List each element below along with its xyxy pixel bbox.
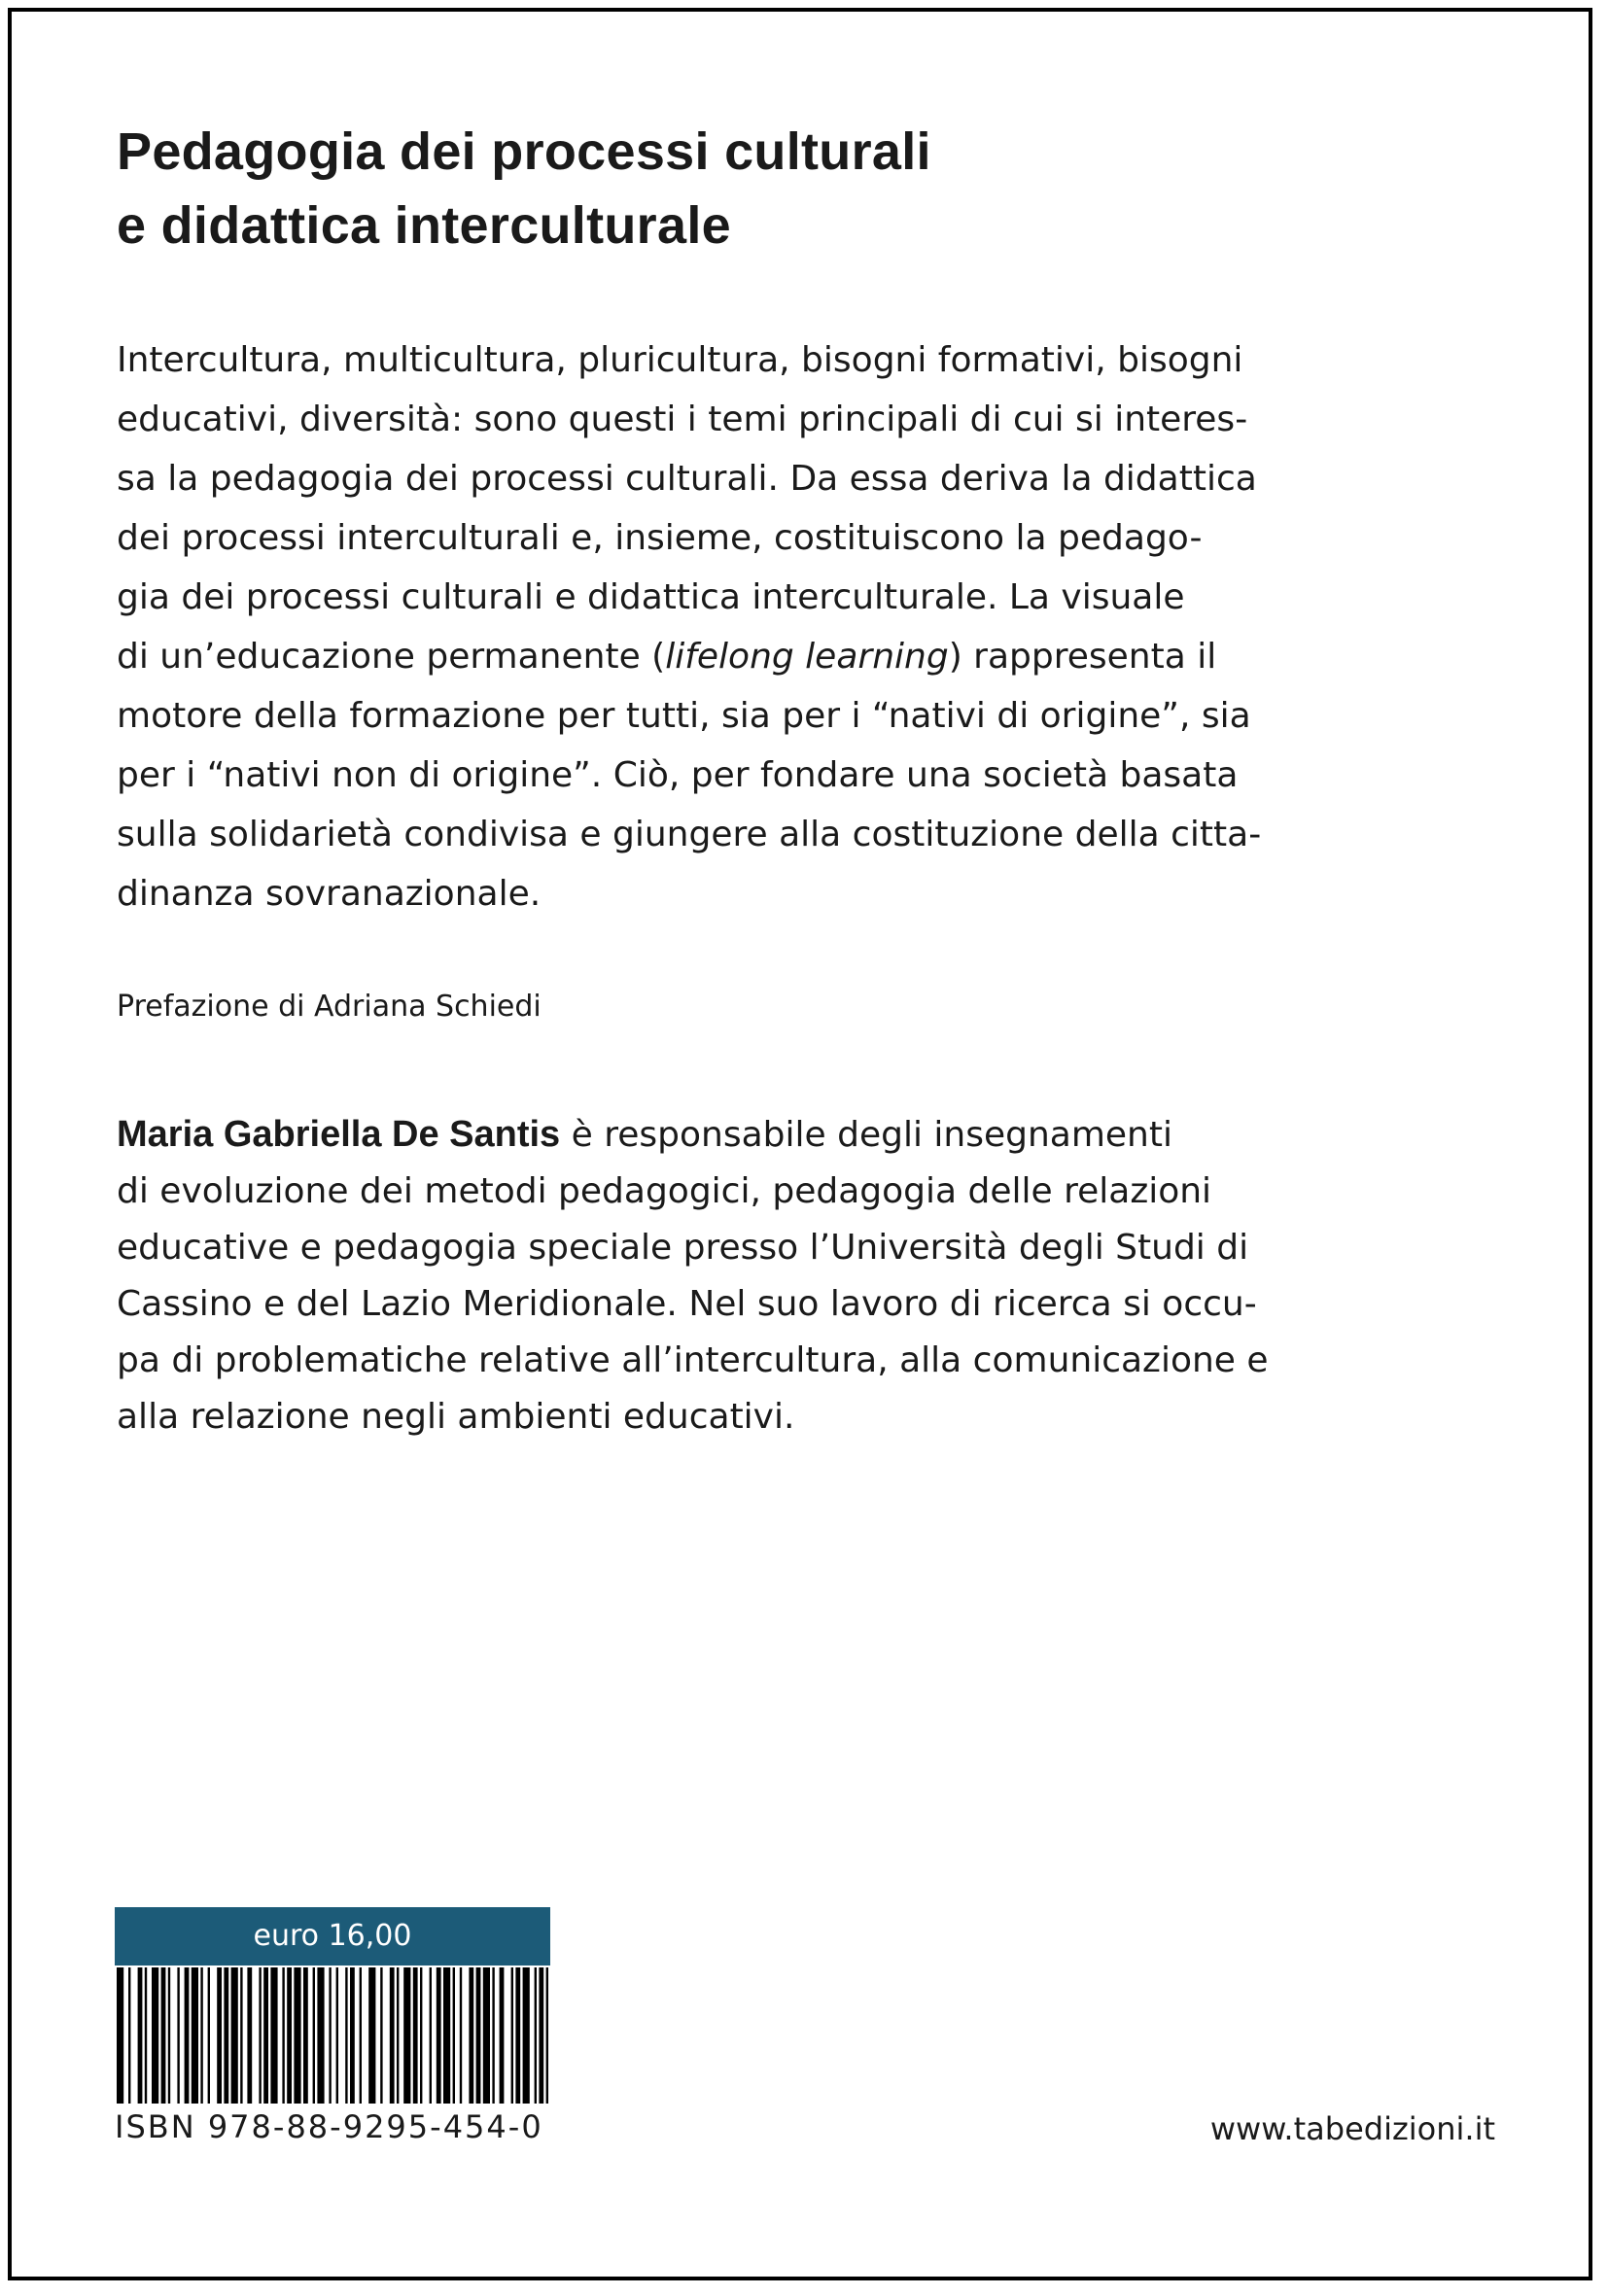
- barcode-bar: [500, 1967, 505, 2104]
- description-line: Intercultura, multicultura, pluricultura, bisogni formativi, bisogni: [117, 340, 1243, 380]
- barcode-bar: [345, 1967, 347, 2104]
- book-description: [117, 330, 1497, 923]
- barcode-bar: [313, 1967, 315, 2104]
- publisher-website: www.tabedizioni.it: [1209, 2110, 1495, 2147]
- book-title: [117, 115, 1478, 262]
- author-bio: [117, 1106, 1497, 1445]
- title-line-2: e didattica interculturale: [117, 196, 731, 255]
- preface-credit: Prefazione di Adriana Schiedi: [117, 990, 542, 1024]
- barcode-bar: [231, 1967, 238, 2104]
- barcode-bar: [403, 1967, 410, 2104]
- barcode-bar: [192, 1967, 198, 2104]
- description-text: di un’educazione permanente (: [117, 637, 666, 677]
- barcode-bar: [420, 1967, 422, 2104]
- barcode-bar: [453, 1967, 455, 2104]
- description-line: educativi, diversità: sono questi i temi principali di cui si interes-: [117, 400, 1248, 439]
- description-line: motore della formazione per tutti, sia per i “nativi di origine”, sia: [117, 696, 1251, 736]
- barcode-bar: [138, 1967, 143, 2104]
- barcode-bar: [350, 1967, 355, 2104]
- barcode-bar: [200, 1967, 202, 2104]
- description-line: dinanza sovranazionale.: [117, 874, 542, 914]
- barcode-bar: [128, 1967, 130, 2104]
- author-bio-line: alla relazione negli ambienti educativi.: [117, 1397, 795, 1437]
- description-line: sulla solidarietà condivisa e giungere alla costituzione della citta-: [117, 815, 1262, 854]
- barcode-bar: [523, 1967, 530, 2104]
- barcode-bar: [263, 1967, 268, 2104]
- barcode-bar: [535, 1967, 537, 2104]
- barcode-bar: [145, 1967, 147, 2104]
- barcode: [115, 1967, 550, 2104]
- description-text: ) rappresenta il: [948, 637, 1217, 677]
- author-bio-line: educative e pedagogia speciale presso l’Università degli Studi di: [117, 1228, 1249, 1268]
- description-line: gia dei processi culturali e didattica interculturale. La visuale: [117, 577, 1185, 617]
- barcode-bar: [259, 1967, 261, 2104]
- barcode-bar: [443, 1967, 450, 2104]
- author-bio-line: Cassino e del Lazio Meridionale. Nel suo lavoro di ricerca si occu-: [117, 1284, 1257, 1324]
- barcode-bar: [390, 1967, 395, 2104]
- barcode-bar: [247, 1967, 252, 2104]
- barcode-bar: [380, 1967, 382, 2104]
- barcode-bar: [117, 1967, 123, 2104]
- description-italic-term: lifelong learning: [665, 637, 949, 677]
- description-line: dei processi interculturali e, insieme, costituiscono la pedago-: [117, 518, 1203, 558]
- author-bio-line: di evoluzione dei metodi pedagogici, pedagogia delle relazioni: [117, 1171, 1212, 1211]
- barcode-bar: [303, 1967, 308, 2104]
- author-bio-line: pa di problematiche relative all’intercultura, alla comunicazione e: [117, 1340, 1269, 1380]
- barcode-bar: [287, 1967, 292, 2104]
- barcode-bar: [539, 1967, 543, 2104]
- barcode-bar: [282, 1967, 284, 2104]
- author-bio-line: [117, 1106, 1497, 1164]
- barcode-bar: [397, 1967, 399, 2104]
- barcode-bar: [294, 1967, 300, 2104]
- barcode-bar: [217, 1967, 222, 2104]
- barcode-bar: [224, 1967, 228, 2104]
- barcode-bar: [511, 1967, 513, 2104]
- barcode-bar: [336, 1967, 338, 2104]
- barcode-bar: [476, 1967, 481, 2104]
- barcode-bar: [317, 1967, 324, 2104]
- title-line-1: Pedagogia dei processi culturali: [117, 122, 931, 181]
- author-name: Maria Gabriella De Santis: [117, 1114, 561, 1155]
- description-line: per i “nativi non di origine”. Ciò, per fondare una società basata: [117, 755, 1239, 795]
- barcode-bar: [240, 1967, 242, 2104]
- barcode-bar: [413, 1967, 418, 2104]
- barcode-bar: [360, 1967, 362, 2104]
- barcode-bar: [329, 1967, 331, 2104]
- barcode-bar: [208, 1967, 210, 2104]
- description-line: [117, 627, 1497, 686]
- barcode-bar: [185, 1967, 190, 2104]
- isbn-number: ISBN 978-88-9295-454-0: [115, 2108, 543, 2145]
- barcode-bar: [515, 1967, 520, 2104]
- barcode-bar: [546, 1967, 548, 2104]
- description-line: sa la pedagogia dei processi culturali. Da essa deriva la didattica: [117, 459, 1257, 499]
- barcode-bar: [177, 1967, 179, 2104]
- author-bio-text: è responsabile degli insegnamenti: [560, 1115, 1172, 1155]
- barcode-bar: [469, 1967, 473, 2104]
- barcode-bar: [460, 1967, 462, 2104]
- barcode-bar: [437, 1967, 441, 2104]
- barcode-bar: [161, 1967, 166, 2104]
- barcode-bar: [168, 1967, 170, 2104]
- barcode-bar: [483, 1967, 490, 2104]
- barcode-bar: [368, 1967, 375, 2104]
- barcode-bar: [430, 1967, 432, 2104]
- price-label: euro 16,00: [115, 1907, 550, 1966]
- barcode-bar: [152, 1967, 158, 2104]
- barcode-bar: [492, 1967, 494, 2104]
- barcode-bar: [270, 1967, 277, 2104]
